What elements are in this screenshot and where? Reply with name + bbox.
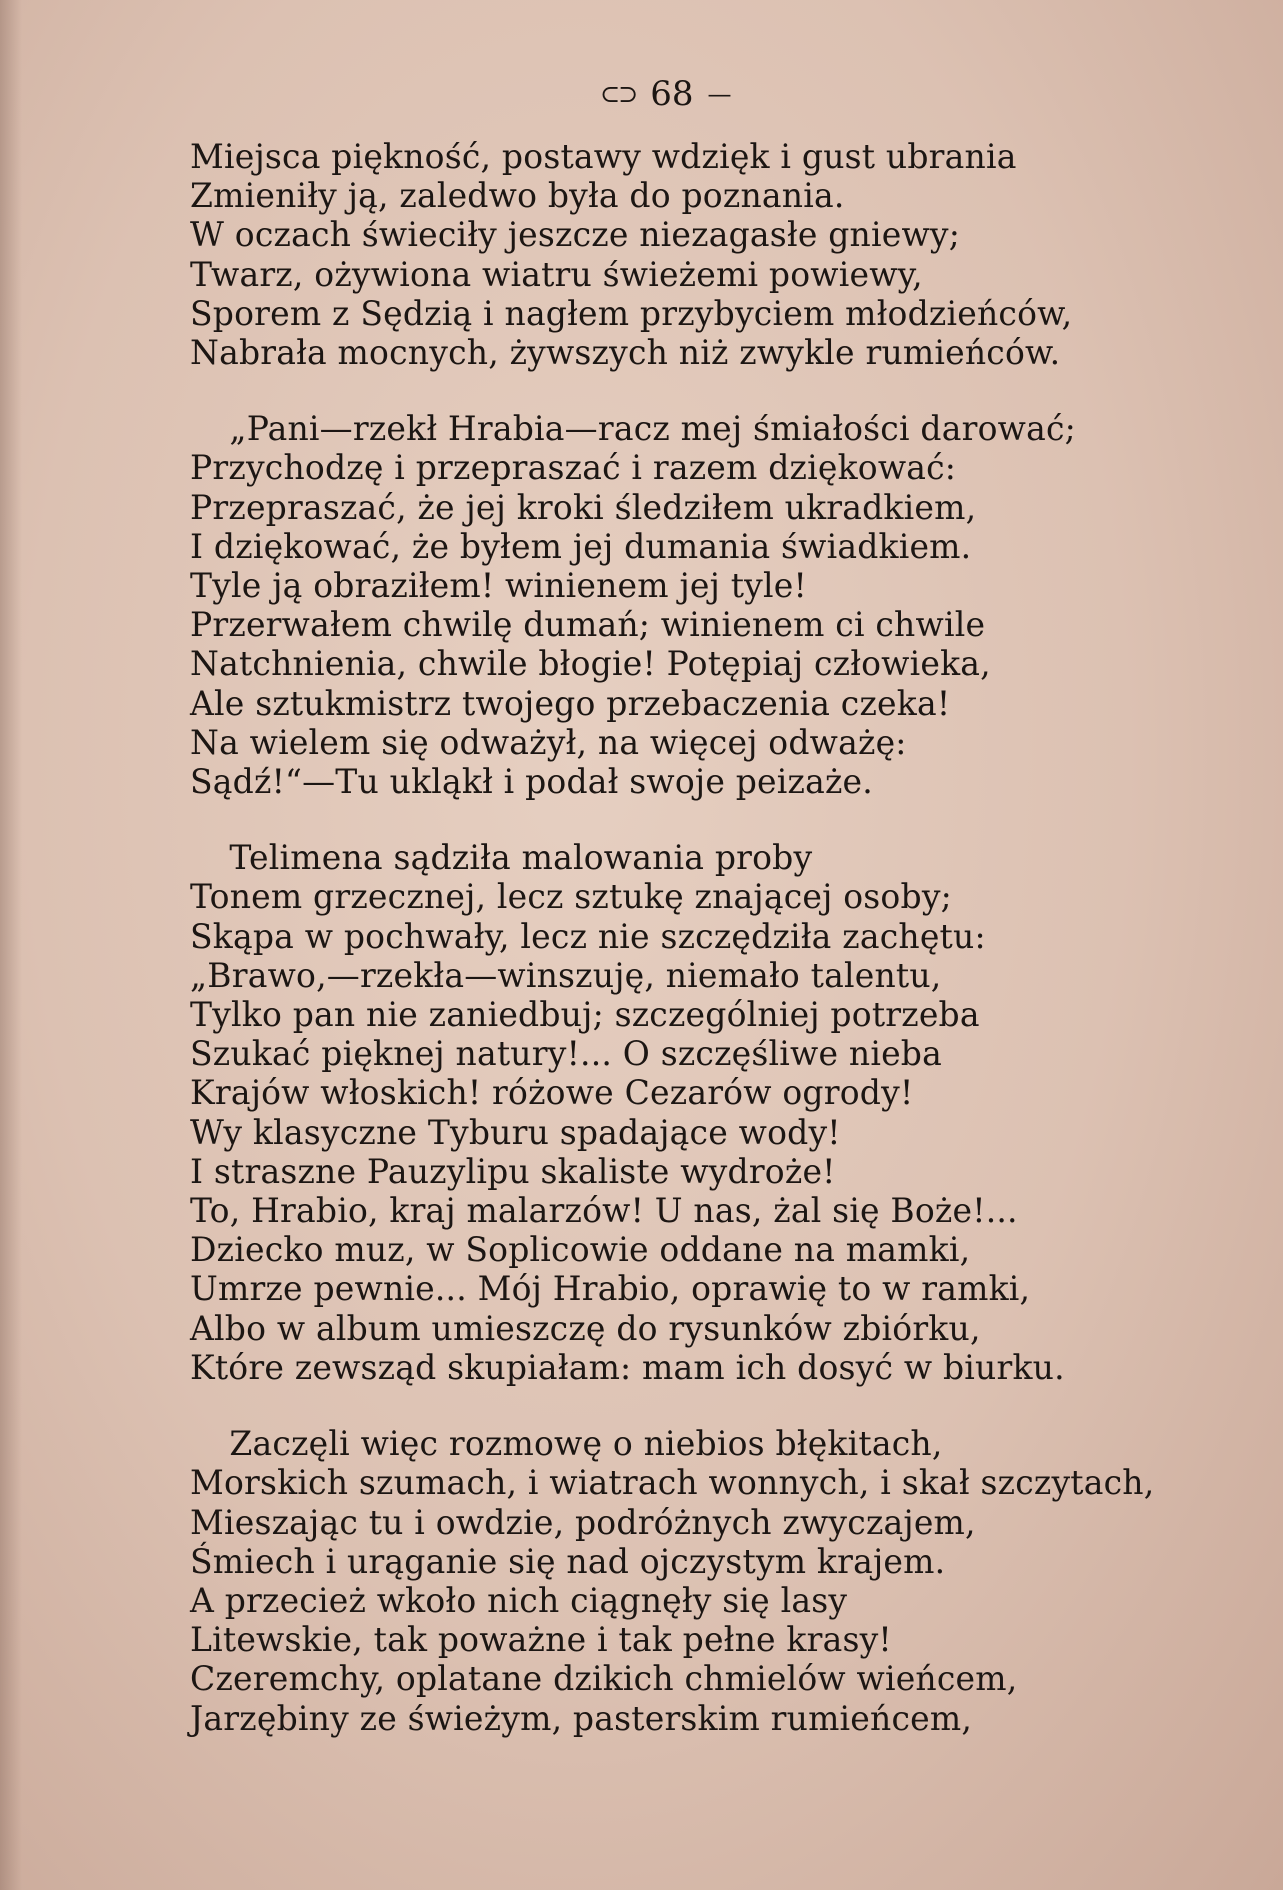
page-binding-shadow [0, 0, 22, 1890]
stanza-1 [190, 137, 1234, 372]
verse-line: Krajów włoskich! różowe Cezarów ogrody! [190, 1073, 914, 1113]
verse-line: Morskich szumach, i wiatrach wonnych, i skał szczytach, [190, 1463, 1155, 1503]
verse-line: To, Hrabio, kraj malarzów! U nas, żal się Boże!... [190, 1191, 1018, 1231]
verse-line: Twarz, ożywiona wiatru świeżemi powiewy, [190, 254, 923, 294]
verse-line: Śmiech i urąganie się nad ojczystym krajem. [190, 1541, 946, 1581]
page-number: 68 [650, 74, 694, 114]
verse-line: Przerwałem chwilę dumań; winienem ci chwile [190, 605, 986, 645]
verse-line: „Brawo,—rzekła—winszuję, niemało talentu, [190, 955, 942, 995]
verse-line: Sądź!“—Tu ukląkł i podał swoje peizaże. [190, 762, 873, 802]
verse-line: Miejsca piękność, postawy wdzięk i gust ubrania [190, 137, 1017, 176]
verse-line: W oczach świeciły jeszcze niezagasłe gniewy; [190, 215, 961, 255]
page-header [600, 72, 840, 116]
verse-line: Na wielem się odważył, na więcej odważę: [190, 722, 907, 762]
verse-line: Przepraszać, że jej kroki śledziłem ukradkiem, [190, 487, 977, 527]
verse-line: Zaczęli więc rozmowę o niebios błękitach, [229, 1424, 943, 1464]
verse-line: Albo w album umieszczę do rysunków zbiórku, [190, 1308, 981, 1348]
verse-line: Dziecko muz, w Soplicowie oddane na mamki, [190, 1230, 971, 1270]
verse-line: Tonem grzecznej, lecz sztukę znającej osoby; [190, 877, 952, 917]
verse-line: Które zewsząd skupiałam: mam ich dosyć w biurku. [190, 1347, 1065, 1387]
verse-line: Mieszając tu i owdzie, podróżnych zwyczajem, [190, 1502, 976, 1542]
verse-line: Szukać pięknej natury!... O szczęśliwe nieba [190, 1034, 943, 1074]
verse-line: Litewskie, tak poważne i tak pełne krasy! [190, 1620, 892, 1660]
verse-line: Wy klasyczne Tyburu spadające wody! [190, 1112, 841, 1152]
stanza-4 [190, 1424, 1234, 1738]
verse-line: I dziękować, że byłem jej dumania świadkiem. [190, 526, 972, 566]
stanza-2 [190, 409, 1234, 801]
verse-line: A przecież wkoło nich ciągnęły się lasy [190, 1580, 848, 1620]
verse-line: Ale sztukmistrz twojego przebaczenia czeka! [190, 683, 951, 723]
poem-text [190, 137, 1234, 1775]
verse-line: Umrze pewnie... Mój Hrabio, oprawię to w ramki, [190, 1269, 1031, 1309]
stanza-3 [190, 838, 1234, 1387]
verse-line: Skąpa w pochwały, lecz nie szczędziła zachętu: [190, 916, 986, 956]
verse-line: Czeremchy, oplatane dzikich chmielów wieńcem, [190, 1659, 1018, 1699]
verse-line: I straszne Pauzylipu skaliste wydroże! [190, 1151, 836, 1191]
verse-line: „Pani—rzekł Hrabia—racz mej śmiałości darować; [229, 409, 1076, 449]
verse-line: Sporem z Sędzią i nagłem przybyciem młodzieńców, [190, 293, 1073, 333]
verse-line: Tylko pan nie zaniedbuj; szczególniej potrzeba [190, 995, 980, 1035]
verse-line: Przychodzę i przepraszać i razem dziękować: [190, 448, 957, 488]
verse-line: Nabrała mocnych, żywszych niż zwykle rumieńców. [190, 333, 1061, 373]
verse-line: Tyle ją obraziłem! winienem jej tyle! [190, 566, 807, 606]
verse-line: Zmieniły ją, zaledwo była do poznania. [190, 176, 845, 216]
verse-line: Telimena sądziła malowania proby [229, 838, 813, 878]
left-ornament: ⊂⊃ [600, 80, 637, 108]
right-ornament: — [707, 80, 730, 108]
verse-line: Natchnienia, chwile błogie! Potępiaj człowieka, [190, 644, 991, 684]
verse-line: Jarzębiny ze świeżym, pasterskim rumieńcem, [190, 1698, 973, 1738]
